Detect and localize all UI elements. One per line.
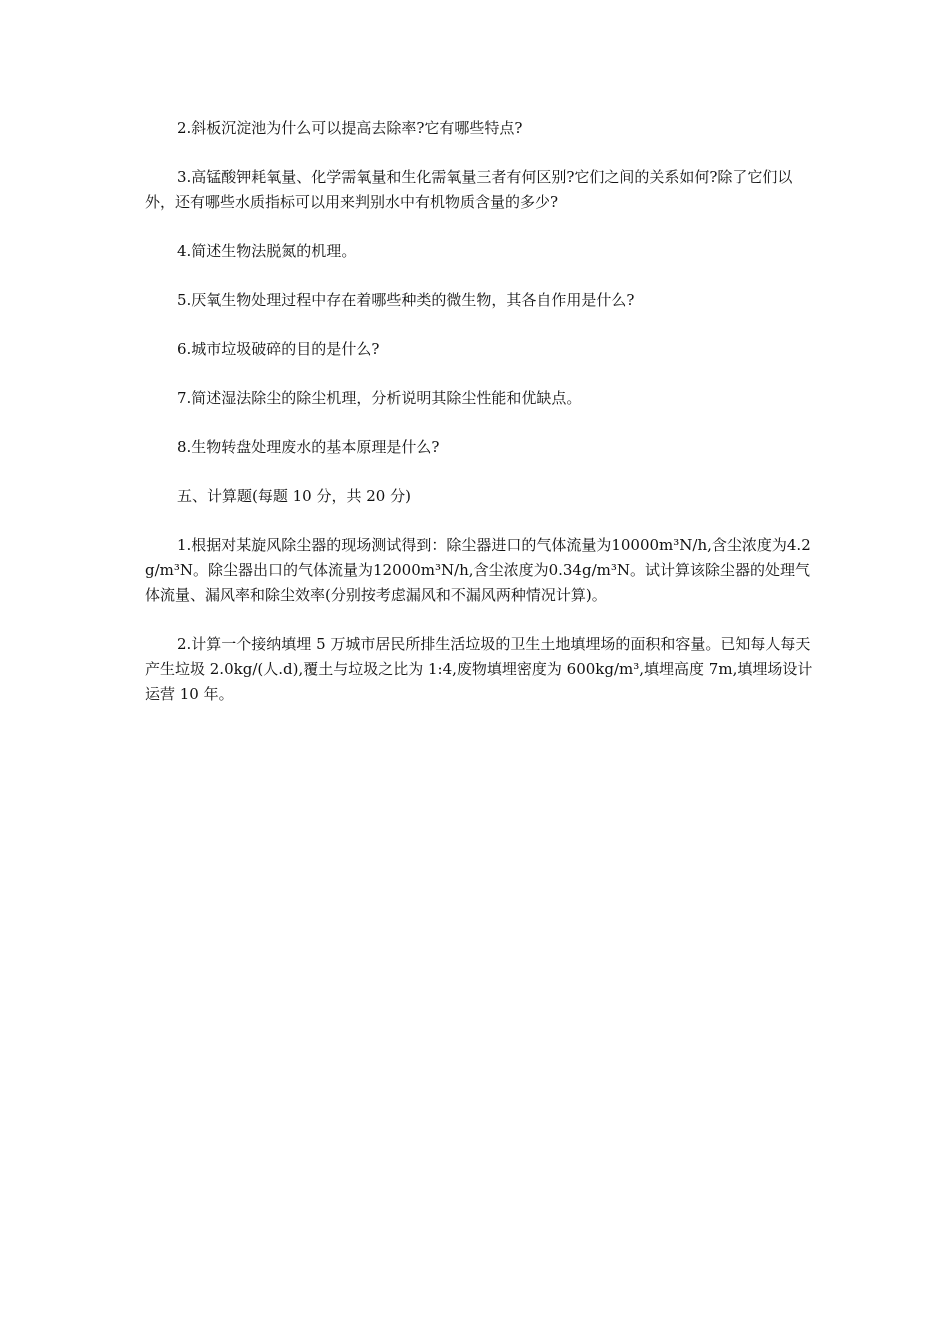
calc-question-2-landfill-design: 2.计算一个接纳填埋 5 万城市居民所排生活垃圾的卫生土地填埋场的面积和容量。已知每人每天产生垃圾 2.0kg/(人.d),覆土与垃圾之比为 1:4,废物填埋密度为 600kg/m³,填埋高度 7m,填埋场设计运营 10 年。 <box>145 635 813 703</box>
document-page <box>145 116 813 731</box>
section-heading-calculation: 五、计算题(每题 10 分，共 20 分) <box>177 487 411 505</box>
question-2-slanted-plate-sedimentation: 2.斜板沉淀池为什么可以提高去除率?它有哪些特点? <box>177 119 523 137</box>
question-6-waste-crushing-purpose: 6.城市垃圾破碎的目的是什么? <box>177 340 380 358</box>
question-4-biological-denitrification: 4.简述生物法脱氮的机理。 <box>177 242 357 260</box>
question-5-anaerobic-microorganisms: 5.厌氧生物处理过程中存在着哪些种类的微生物，其各自作用是什么? <box>177 291 635 309</box>
question-8-rotating-biological-contactor: 8.生物转盘处理废水的基本原理是什么? <box>177 438 440 456</box>
calc-question-1-cyclone-dust-collector: 1.根据对某旋风除尘器的现场测试得到：除尘器进口的气体流量为10000m³N/h,含尘浓度为4.2g/m³N。除尘器出口的气体流量为12000m³N/h,含尘浓度为0.34g/m³N。试计算该除尘器的处理气体流量、漏风率和除尘效率(分别按考虑漏风和不漏风两种情况计算)。 <box>145 536 811 604</box>
question-7-wet-dust-removal: 7.简述湿法除尘的除尘机理，分析说明其除尘性能和优缺点。 <box>177 389 582 407</box>
question-3-oxygen-demand-comparison: 3.高锰酸钾耗氧量、化学需氧量和生化需氧量三者有何区别?它们之间的关系如何?除了它们以外，还有哪些水质指标可以用来判别水中有机物质含量的多少? <box>145 168 793 211</box>
